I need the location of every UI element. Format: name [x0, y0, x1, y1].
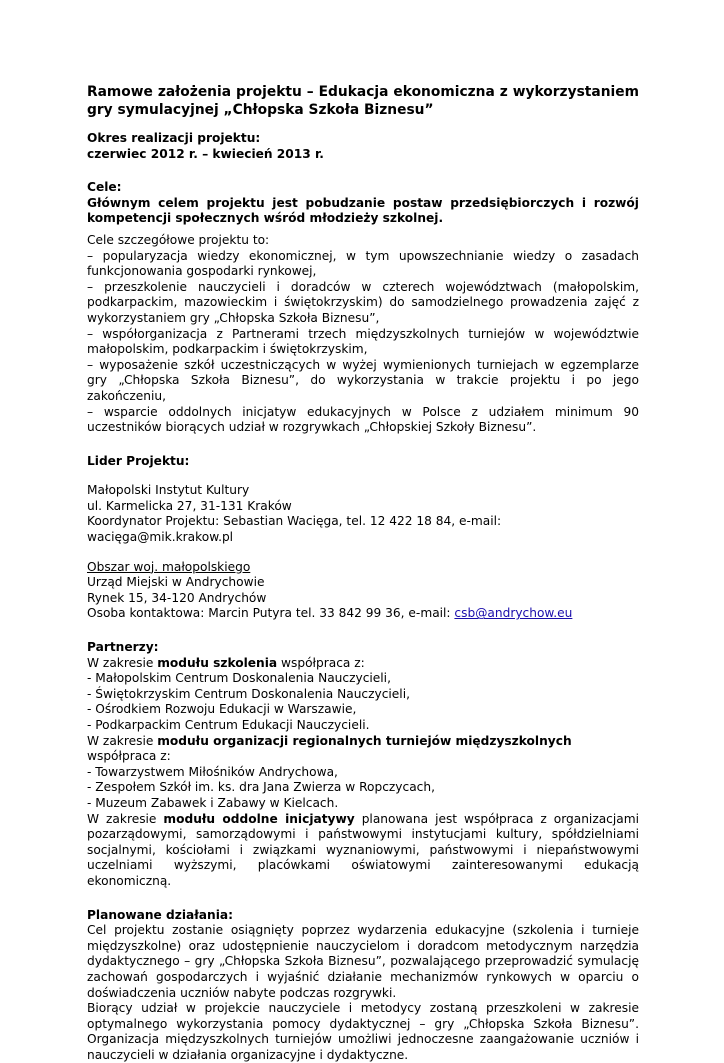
area-contact-text: Osoba kontaktowa: Marcin Putyra tel. 33 842 99 36, e-mail:	[87, 606, 455, 621]
partner-item: - Małopolskim Centrum Doskonalenia Nauczycieli,	[87, 671, 391, 686]
partner-item: - Zespołem Szkół im. ks. dra Jana Zwierza w Ropczycach,	[87, 780, 435, 795]
training-module: modułu szkolenia	[157, 655, 278, 670]
detailed-goals-intro: Cele szczegółowe projektu to:	[87, 232, 270, 247]
training-prefix: W zakresie	[87, 655, 158, 670]
tournaments-module: modułu organizacji regionalnych turniejów międzyszkolnych	[157, 733, 572, 748]
partner-item: - Świętokrzyskim Centrum Doskonalenia Nauczycieli,	[87, 686, 410, 701]
tournaments-suffix: współpraca z:	[87, 749, 171, 764]
actions-paragraph: Biorący udział w projekcie nauczyciele i metodycy zostaną przeszkoleni w zakresie optymalnego wykorzystania pomocy dydaktycznej – gry „Chłopska Szkoła Biznesu”. Organizacja międzyszkolnych turniejów umożliwi jednoczesne zaangażowanie uczniów i nauczycieli w działania organizacyjne i dydaktyczne.	[87, 1001, 639, 1062]
area-address: Rynek 15, 34-120 Andrychów	[87, 590, 267, 605]
area-label: Obszar woj. małopolskiego	[87, 559, 251, 574]
grassroots-module: modułu oddolne inicjatywy	[163, 811, 355, 826]
goal-item: – współorganizacja z Partnerami trzech międzyszkolnych turniejów w województwie małopolskim, podkarpackim i świętokrzyskim,	[87, 326, 639, 357]
goal-item: – wyposażenie szkół uczestniczących w wyżej wymienionych turniejach w egzemplarze gry „Chłopska Szkoła Biznesu”, do wykorzystania w trakcie projektu i po jego zakończeniu,	[87, 357, 639, 403]
training-suffix: współpraca z:	[277, 655, 365, 670]
area-contact	[87, 606, 639, 622]
partner-item: - Podkarpackim Centrum Edukacji Nauczycieli.	[87, 718, 370, 732]
leader-name: Małopolski Instytut Kultury	[87, 483, 250, 498]
grassroots-prefix: W zakresie	[87, 811, 164, 826]
partner-item: - Ośrodkiem Rozwoju Edukacji w Warszawie,	[87, 702, 357, 717]
partners-label: Partnerzy:	[87, 640, 159, 655]
grassroots-module-line	[87, 812, 639, 890]
actions-paragraph: Cel projektu zostanie osiągnięty poprzez wydarzenia edukacyjne (szkolenia i turnieje międzyszkolne) oraz udostępnienie nauczycielom i doradcom metodycznym narzędzia dydaktycznego – gry „Chłopska Szkoła Biznesu”, pozwalającego przeprowadzić symulację zachowań gospodarczych i wyjaśnić działanie mechanizmów rynkowych w oparciu o doświadczenia uczniów nabyte podczas rozgrywki.	[87, 923, 639, 1000]
goal-item: – przeszkolenie nauczycieli i doradców w czterech województwach (małopolskim, podkarpackim, mazowieckim i świętokrzyskim) do samodzielnego prowadzenia zajęć z wykorzystaniem gry „Chłopska Szkoła Biznesu”,	[87, 279, 639, 325]
goals-label: Cele:	[87, 180, 122, 195]
area-name: Urząd Miejski w Andrychowie	[87, 575, 265, 590]
grassroots-suffix: planowana jest współpraca z organizacjami pozarządowymi, samorządowymi i państwowymi instytucjami kultury, spółdzielniami socjalnymi, kościołami i związkami wyznaniowymi, państwowymi i niepaństwowymi uczelniami wyższymi, placówkami oświatowymi zainteresowanymi edukacją ekonomiczną.	[87, 811, 639, 888]
actions-label: Planowane działania:	[87, 907, 233, 922]
leader-coordinator: Koordynator Projektu: Sebastian Wacięga, tel. 12 422 18 84, e-mail: wacięga@mik.krakow.pl	[87, 514, 502, 545]
training-module-line	[87, 656, 639, 672]
document-title: Ramowe założenia projektu – Edukacja ekonomiczna z wykorzystaniem gry symulacyjnej „Chłopska Szkoła Biznesu”	[87, 84, 639, 118]
partner-item: - Muzeum Zabawek i Zabawy w Kielcach.	[87, 795, 339, 810]
document-page	[87, 84, 639, 1063]
area-email-link[interactable]: csb@andrychow.eu	[454, 606, 573, 621]
tournaments-module-line	[87, 734, 639, 765]
main-goal: Głównym celem projektu jest pobudzanie postaw przedsiębiorczych i rozwój kompetencji społecznych wśród młodzieży szkolnej.	[87, 195, 639, 226]
tournaments-prefix: W zakresie	[87, 733, 158, 748]
goal-item: – wsparcie oddolnych inicjatyw edukacyjnych w Polsce z udziałem minimum 90 uczestników biorących udział w rozgrywkach „Chłopskiej Szkoły Biznesu”.	[87, 404, 639, 435]
leader-address: ul. Karmelicka 27, 31-131 Kraków	[87, 498, 292, 513]
goal-item: – popularyzacja wiedzy ekonomicznej, w tym upowszechnianie wiedzy o zasadach funkcjonowania gospodarki rynkowej,	[87, 248, 639, 279]
period-label: Okres realizacji projektu:	[87, 131, 261, 145]
partner-item: - Towarzystwem Miłośników Andrychowa,	[87, 764, 338, 779]
leader-label: Lider Projektu:	[87, 453, 190, 468]
period-value: czerwiec 2012 r. – kwiecień 2013 r.	[87, 146, 324, 161]
